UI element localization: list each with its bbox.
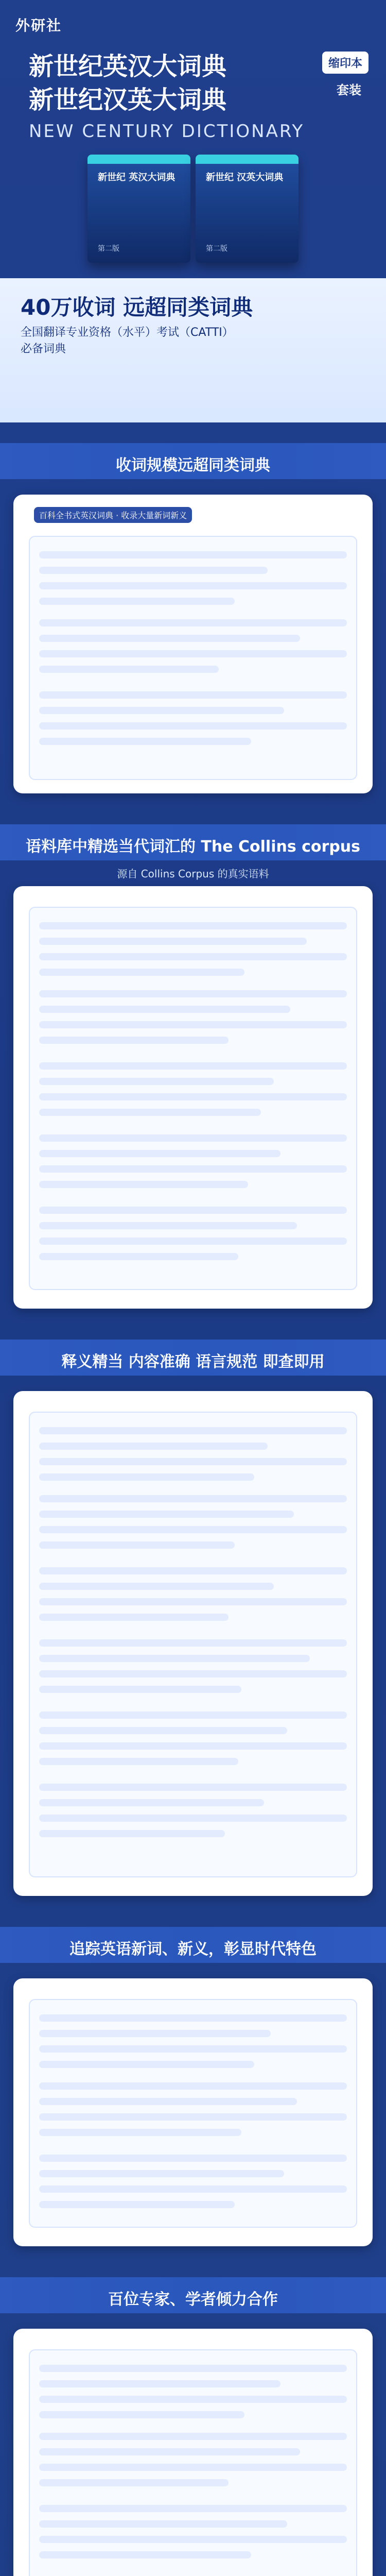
section5-card [13,2329,373,2576]
stats-line-1: 全国翻译专业资格（水平）考试（CATTI） [21,326,234,339]
panel-row [39,1686,241,1693]
stats-section [0,278,386,422]
panel-row [39,2448,300,2455]
panel-row [39,2380,280,2387]
stats-headline: 40万收词 远超同类词典 [21,295,253,320]
stats-line-2: 必备词典 [21,343,66,355]
panel-row [39,635,300,642]
section4-card [13,1978,373,2246]
panel-row [39,938,307,945]
book-card [87,155,190,263]
book-edition: 第二版 [98,245,119,253]
panel-row [39,1541,235,1549]
panel-row [39,2505,347,2512]
panel-row [39,1093,347,1100]
book-stripe [87,155,190,164]
panel-row [39,2129,241,2136]
panel-row [39,2061,254,2068]
panel-row [39,2155,347,2162]
panel-row [39,2113,347,2121]
section2-sub: 源自 Collins Corpus 的真实语料 [117,868,269,880]
panel-row [39,707,284,714]
panel-row [39,551,347,558]
panel-row [39,650,347,657]
panel-row [39,2030,271,2037]
panel-row [39,598,235,605]
panel-row [39,1037,229,1044]
panel-row [39,1598,347,1605]
panel-row [39,1078,274,1085]
panel-row [39,691,347,699]
panel-row [39,1062,347,1070]
panel-row [39,1614,229,1621]
panel-row [39,722,347,730]
panel-row [39,2479,229,2486]
panel-row [39,1526,347,1533]
panel-row [39,567,268,574]
panel-row [39,1511,294,1518]
panel-row [39,1670,347,1677]
section4-title: 追踪英语新词、新义，彰显时代特色 [69,1940,317,1958]
panel-row [39,2014,347,2022]
panel-row [39,1443,268,1450]
panel-row [39,1021,347,1028]
panel-row [39,1655,310,1662]
panel-row [39,2185,347,2193]
panel-row [39,1758,238,1765]
panel-row [39,582,347,589]
panel-row [39,1583,274,1590]
panel-row [39,1815,347,1822]
panel-row [39,1253,238,1260]
panel-row [39,1458,347,1465]
panel-row [39,1799,264,1806]
books-illustration [82,155,304,268]
hero [0,0,386,278]
panel-row [39,738,251,745]
panel-row [39,1711,347,1719]
panel-row [39,922,347,929]
panel-row [39,2082,347,2090]
panel-row [39,2170,284,2177]
panel-row [39,1495,347,1502]
panel-row [39,2433,347,2440]
panel-row [39,2551,251,2558]
panel-row [39,990,347,997]
section2-card [13,886,373,1309]
panel-row [39,969,244,976]
panel-row [39,619,347,626]
panel-row [39,2536,347,2543]
section3-card [13,1391,373,1896]
hero-title-line-1: 新世纪英汉大词典 [29,52,227,81]
panel-row [39,1238,347,1245]
section2-panel [29,907,357,1290]
panel-row [39,2201,235,2208]
panel-row [39,1006,290,1013]
panel-row [39,1473,254,1481]
book-stripe [196,155,299,164]
panel-row [39,1742,347,1750]
section1-panel [29,536,357,780]
book-title: 新世纪 英汉大词典 [98,172,176,183]
panel-row [39,2045,347,2053]
panel-row [39,1784,347,1791]
panel-row [39,1567,347,1574]
panel-row [39,2520,287,2528]
panel-row [39,2365,347,2372]
panel-row [39,666,219,673]
section5-title: 百位专家、学者倾力合作 [108,2291,278,2309]
panel-row [39,1222,297,1229]
book-edition: 第二版 [206,245,227,253]
panel-row [39,1150,280,1157]
section1-sub: 百科全书式英汉词典 · 收录大量新词新义 [34,507,192,523]
section4-panel [29,1999,357,2228]
hero-title-line-2: 新世纪汉英大词典 [29,86,227,114]
publisher-logo: 外研社 [15,17,62,34]
hero-subtitle: NEW CENTURY DICTIONARY [29,121,305,142]
panel-row [39,1207,347,1214]
hero-tag-small: 缩印本 [322,52,369,74]
section5-panel [29,2349,357,2576]
panel-row [39,1727,287,1734]
section2-title: 语料库中精选当代词汇的 The Collins corpus [25,838,361,856]
panel-row [39,2411,244,2418]
book-card [196,155,299,263]
panel-row [39,1427,347,1434]
book-title: 新世纪 汉英大词典 [206,172,284,183]
panel-row [39,1134,347,1142]
panel-row [39,1165,347,1173]
panel-row [39,2396,347,2403]
panel-row [39,1181,248,1188]
panel-row [39,2098,297,2105]
section1-card [13,495,373,793]
section1-title: 收词规模远超同类词典 [116,456,270,474]
panel-row [39,1639,347,1647]
panel-row [39,953,347,960]
hero-tag-set: 套装 [337,83,361,97]
panel-row [39,1109,261,1116]
section3-panel [29,1412,357,1877]
panel-row [39,2464,347,2471]
section3-title: 释义精当 内容准确 语言规范 即查即用 [61,1353,325,1371]
panel-row [39,1830,225,1837]
